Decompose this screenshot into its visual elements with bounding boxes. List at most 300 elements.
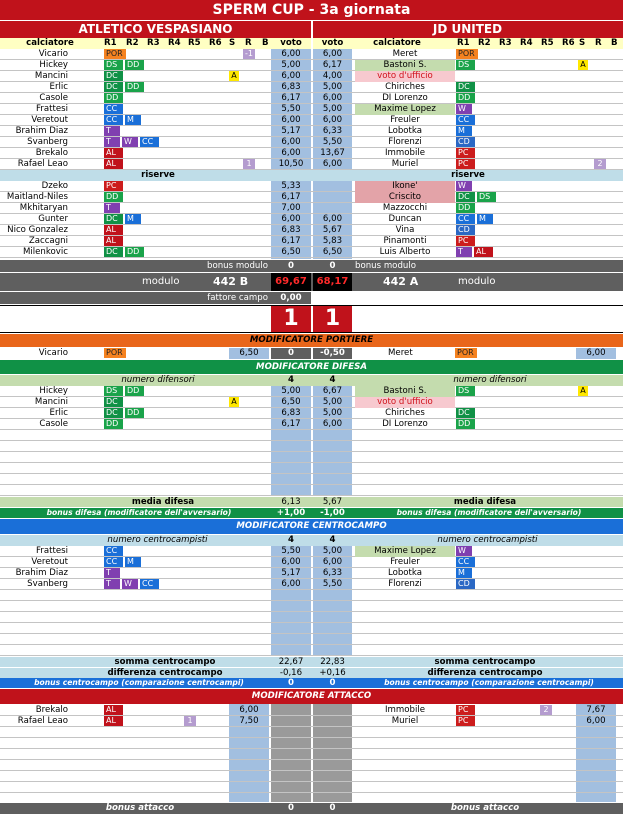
- difesa-count-row: numero difensori 4 4 numero difensori: [0, 375, 623, 386]
- role-tag-pc: PC: [456, 716, 475, 726]
- reserves-header: riserve riserve: [0, 170, 623, 181]
- player-row-away[interactable]: [313, 716, 623, 727]
- player-row-home[interactable]: [0, 419, 311, 430]
- final-vote: 6,00: [281, 71, 301, 81]
- vote-value: 6,83: [281, 408, 301, 418]
- player-name: Brahim Diaz: [15, 126, 68, 136]
- player-name: Frattesi: [35, 546, 68, 556]
- role-tag-w: W: [122, 137, 138, 147]
- player-row-away[interactable]: [313, 546, 623, 557]
- player-row-home[interactable]: [0, 126, 311, 137]
- role-tag-dc: DC: [104, 214, 123, 224]
- row-divider: [0, 440, 623, 441]
- col-r1-header: R1: [457, 38, 470, 48]
- vote-value: [313, 192, 352, 203]
- player-name: Svanberg: [27, 137, 68, 147]
- player-name: Vicario: [38, 49, 68, 59]
- role-tag-cc: CC: [140, 579, 159, 589]
- vote-value: 6,17: [281, 192, 301, 202]
- final-vote: 5,00: [322, 82, 343, 92]
- player-row-away[interactable]: [313, 71, 623, 82]
- player-row-home[interactable]: [0, 60, 311, 71]
- col-r5-header: R5: [541, 38, 554, 48]
- bonus-centro-row: bonus centrocampo (comparazione centrocampi) 0 0 bonus centrocampo (comparazione centrocampi): [0, 678, 623, 688]
- player-row-home[interactable]: [0, 137, 311, 148]
- player-name: Meret: [392, 49, 418, 59]
- col-r-header: R: [595, 38, 602, 48]
- role-tag-dd: DD: [104, 419, 123, 429]
- player-name: Freuler: [390, 115, 420, 125]
- role-tag-dc: DC: [104, 71, 123, 81]
- player-name: Hickey: [39, 386, 68, 396]
- vote-value: 6,00: [281, 214, 301, 224]
- player-row-away[interactable]: [313, 225, 623, 236]
- vote-value: 6,33: [322, 568, 343, 578]
- player-name: Ikone': [355, 181, 455, 192]
- title-bar: [0, 0, 623, 20]
- vote-value: 6,67: [322, 386, 343, 396]
- centro-count-row: numero centrocampisti 4 4 numero centrocampisti: [0, 535, 623, 546]
- row-divider: [0, 611, 623, 612]
- role-tag-t: T: [104, 137, 120, 147]
- col-r3-header: R3: [147, 38, 160, 48]
- final-vote: 6,00: [322, 115, 343, 125]
- player-name: DI Lorenzo: [382, 419, 428, 429]
- player-name: Veretout: [31, 557, 68, 567]
- role-tag-ds: DS: [477, 192, 496, 202]
- fattore-campo-row: fattore campo 0,00: [0, 292, 311, 304]
- player-row-home[interactable]: [0, 93, 311, 104]
- player-row-home[interactable]: [0, 181, 311, 192]
- player-name: Mkhitaryan: [19, 203, 68, 213]
- player-row-home[interactable]: [0, 225, 311, 236]
- role-tag-cd: CD: [456, 579, 475, 589]
- player-name: DI Lorenzo: [382, 93, 428, 103]
- role-tag-dd: DD: [456, 93, 475, 103]
- player-row-away[interactable]: [313, 579, 623, 590]
- vote-value: 5,33: [281, 181, 301, 191]
- player-row-home[interactable]: [0, 546, 311, 557]
- col-vote-header-home: voto: [280, 38, 302, 48]
- role-tag-al: AL: [104, 716, 123, 726]
- player-name: Bastoni S.: [355, 386, 455, 397]
- role-tag-al: AL: [104, 705, 123, 715]
- role-tag-por: POR: [456, 49, 478, 59]
- row-divider: [0, 759, 623, 760]
- player-row-home[interactable]: [0, 397, 311, 408]
- player-name: voto d'ufficio: [355, 397, 455, 408]
- player-row-home[interactable]: [0, 49, 311, 60]
- role-tag-cc: CC: [104, 546, 123, 556]
- player-row-away[interactable]: [313, 236, 623, 247]
- role-tag-t: T: [104, 126, 120, 136]
- role-tag-m: M: [125, 214, 141, 224]
- role-tag-dd: DD: [104, 93, 123, 103]
- role-tag-cc: CC: [140, 137, 159, 147]
- vote-value: 5,00: [281, 386, 301, 396]
- player-name: Maitland-Niles: [6, 192, 68, 202]
- player-row-away[interactable]: [313, 203, 623, 214]
- home-total: 69,67: [271, 273, 311, 291]
- role-tag-pc: PC: [456, 705, 475, 715]
- player-row-home[interactable]: [0, 214, 311, 225]
- section-attacco: MODIFICATORE ATTACCO: [0, 689, 623, 704]
- player-name: Lobotka: [387, 568, 423, 578]
- final-vote: 6,00: [281, 49, 301, 59]
- role-tag-pc: PC: [104, 181, 123, 191]
- player-name: Immobile: [384, 148, 426, 158]
- player-name: Mancini: [34, 397, 68, 407]
- col-r3-header: R3: [499, 38, 512, 48]
- home-team-name: ATLETICO VESPASIANO: [78, 22, 233, 36]
- row-divider: [0, 473, 623, 474]
- col-r4-header: R4: [520, 38, 533, 48]
- player-name: Mazzocchi: [382, 203, 428, 213]
- player-name: Maxime Lopez: [355, 104, 455, 115]
- col-r5-header: R5: [188, 38, 201, 48]
- row-divider: [0, 655, 623, 656]
- role-tag-t: T: [456, 247, 472, 257]
- role-tag-cc: CC: [456, 115, 475, 125]
- player-row-home[interactable]: [0, 203, 311, 214]
- bonus-modulo-row: bonus modulo 0 0 bonus modulo: [0, 260, 623, 272]
- yellow-card-badge: A: [229, 71, 239, 81]
- row-divider: [0, 781, 623, 782]
- role-tag-dd: DD: [456, 203, 475, 213]
- role-tag-t: T: [104, 579, 120, 589]
- bonus-difesa-row: bonus difesa (modificatore dell'avversario) +1,00 -1,00 bonus difesa (modificatore dell'avversario): [0, 508, 623, 518]
- player-row-away[interactable]: [313, 126, 623, 137]
- col-b-header: B: [262, 38, 269, 48]
- player-row-away[interactable]: [313, 159, 623, 170]
- final-vote: 5,00: [281, 60, 301, 70]
- player-name: Erlic: [49, 408, 68, 418]
- role-tag-ds: DS: [104, 60, 123, 70]
- col-r6-header: R6: [209, 38, 222, 48]
- media-difesa-row: media difesa 6,13 5,67 media difesa: [0, 497, 623, 507]
- row-divider: [0, 600, 623, 601]
- player-name: Bastoni S.: [355, 60, 455, 71]
- role-tag-pc: PC: [456, 236, 475, 246]
- role-tag-al: AL: [104, 148, 123, 158]
- player-row-home[interactable]: [0, 71, 311, 82]
- player-name: Maxime Lopez: [355, 546, 455, 557]
- row-divider: [0, 737, 623, 738]
- player-name: Casole: [39, 93, 68, 103]
- player-row-away[interactable]: [313, 49, 623, 60]
- player-row-away[interactable]: [313, 148, 623, 159]
- vote-value: [313, 181, 352, 192]
- vote-value: 6,00: [322, 214, 343, 224]
- final-vote: 6,00: [281, 148, 301, 158]
- player-name: Brekalo: [35, 148, 68, 158]
- vote-value: 6,17: [281, 419, 301, 429]
- player-name: Nico Gonzalez: [7, 225, 68, 235]
- player-name: Gunter: [38, 214, 68, 224]
- role-tag-t: T: [104, 568, 120, 578]
- bonus-badge: 2: [540, 705, 552, 715]
- col-b-header: B: [611, 38, 618, 48]
- player-row-away[interactable]: [313, 60, 623, 71]
- vote-value: 5,00: [322, 408, 343, 418]
- player-row-away[interactable]: [313, 397, 623, 408]
- role-tag-m: M: [125, 557, 141, 567]
- role-tag-al: AL: [474, 247, 493, 257]
- vote-value: 6,00: [281, 579, 301, 589]
- role-tag-al: AL: [104, 225, 123, 235]
- row-divider: [0, 495, 623, 496]
- row-divider: [0, 451, 623, 452]
- section-portiere: MODIFICATORE PORTIERE: [0, 334, 623, 347]
- player-name: Svanberg: [27, 579, 68, 589]
- player-row-away[interactable]: [313, 192, 623, 203]
- player-name: Hickey: [39, 60, 68, 70]
- vote-value: 5,50: [322, 579, 343, 589]
- final-vote: 6,00: [281, 115, 301, 125]
- home-score: 1: [271, 306, 311, 332]
- final-vote: 6,00: [322, 49, 343, 59]
- away-total: 68,17: [313, 273, 352, 291]
- col-r1-header: R1: [104, 38, 117, 48]
- vote-value: 5,00: [322, 546, 343, 556]
- player-name: Chiriches: [385, 408, 425, 418]
- player-row-away[interactable]: [313, 104, 623, 115]
- role-tag-por: POR: [104, 49, 126, 59]
- score-row: [0, 305, 623, 333]
- role-tag-ds: DS: [456, 386, 475, 396]
- player-row-away[interactable]: [313, 386, 623, 397]
- final-vote: 6,00: [322, 159, 343, 169]
- final-vote: 5,17: [281, 126, 301, 136]
- player-row-home[interactable]: [0, 82, 311, 93]
- role-tag-ds: DS: [104, 386, 123, 396]
- player-name: Veretout: [31, 115, 68, 125]
- final-vote: 4,00: [322, 71, 343, 81]
- player-name: Muriel: [391, 159, 419, 169]
- final-vote: 6,33: [322, 126, 343, 136]
- col-r4-header: R4: [168, 38, 181, 48]
- role-tag-pc: PC: [456, 148, 475, 158]
- portiere-row: Vicario POR 6,50 0 -0,50 Meret POR 6,00: [0, 348, 623, 360]
- yellow-card-badge: A: [229, 397, 239, 407]
- modulo-row: modulo 442 B 69,67 68,17 442 A modulo: [0, 273, 623, 291]
- player-row-home[interactable]: [0, 568, 311, 579]
- role-tag-m: M: [456, 126, 472, 136]
- player-row-home[interactable]: [0, 159, 311, 170]
- teams-bar: [0, 21, 623, 38]
- final-vote: 6,00: [281, 137, 301, 147]
- vote-value: 5,83: [322, 236, 343, 246]
- player-name: Immobile: [384, 705, 426, 715]
- player-name: Vina: [395, 225, 415, 235]
- role-tag-dc: DC: [456, 192, 475, 202]
- vote-value: 6,83: [281, 225, 301, 235]
- role-tag-al: AL: [104, 236, 123, 246]
- yellow-card-badge: A: [578, 60, 588, 70]
- final-vote: 5,50: [322, 137, 343, 147]
- player-name: Pinamonti: [383, 236, 427, 246]
- vote-value: 7,67: [586, 705, 606, 715]
- role-tag-dd: DD: [456, 419, 475, 429]
- final-vote: 10,50: [278, 159, 304, 169]
- vote-value: 5,67: [322, 225, 343, 235]
- player-name: Casole: [39, 419, 68, 429]
- col-r2-header: R2: [478, 38, 491, 48]
- vote-value: 6,50: [322, 247, 343, 257]
- player-row-home[interactable]: [0, 557, 311, 568]
- role-tag-m: M: [125, 115, 141, 125]
- player-row-home[interactable]: [0, 716, 311, 727]
- role-tag-dd: DD: [125, 82, 144, 92]
- player-row-home[interactable]: [0, 579, 311, 590]
- row-divider: [0, 633, 623, 634]
- player-row-away[interactable]: [313, 82, 623, 93]
- away-team-name: JD UNITED: [432, 22, 503, 36]
- player-name: Duncan: [388, 214, 422, 224]
- player-name: Dzeko: [41, 181, 68, 191]
- away-score: 1: [313, 306, 352, 332]
- vote-value: 5,17: [281, 568, 301, 578]
- player-name: Lobotka: [387, 126, 423, 136]
- role-tag-cc: CC: [456, 557, 475, 567]
- row-divider: [0, 462, 623, 463]
- role-tag-m: M: [456, 568, 472, 578]
- final-vote: 13,67: [320, 148, 345, 158]
- role-tag-w: W: [456, 181, 472, 191]
- role-tag-w: W: [456, 546, 472, 556]
- player-name: Brahim Diaz: [15, 568, 68, 578]
- player-row-away[interactable]: [313, 419, 623, 430]
- player-row-away[interactable]: [313, 137, 623, 148]
- player-row-away[interactable]: [313, 408, 623, 419]
- row-divider: [0, 792, 623, 793]
- player-row-away[interactable]: [313, 557, 623, 568]
- vote-value: 6,00: [281, 557, 301, 567]
- col-r-header: R: [245, 38, 252, 48]
- player-row-away[interactable]: [313, 115, 623, 126]
- role-tag-w: W: [122, 579, 138, 589]
- player-name: Milenkovic: [22, 247, 68, 257]
- player-name: Erlic: [49, 82, 68, 92]
- role-tag-cc: CC: [104, 557, 123, 567]
- vote-value: 6,50: [281, 397, 301, 407]
- player-name: Chiriches: [385, 82, 425, 92]
- role-tag-dc: DC: [456, 82, 475, 92]
- vote-value: 6,00: [322, 419, 343, 429]
- row-divider: [0, 484, 623, 485]
- player-name: Florenzi: [388, 137, 422, 147]
- column-headers: [0, 38, 623, 49]
- vote-value: 6,17: [281, 236, 301, 246]
- col-s-header: S: [579, 38, 586, 48]
- player-row-home[interactable]: [0, 247, 311, 258]
- player-row-home[interactable]: [0, 386, 311, 397]
- bonus-badge: 2: [594, 159, 606, 169]
- col-player-header: calciatore: [373, 38, 421, 48]
- player-row-home[interactable]: [0, 115, 311, 126]
- final-vote: 6,17: [281, 93, 301, 103]
- player-row-home[interactable]: [0, 236, 311, 247]
- col-vote-header-away: voto: [321, 38, 344, 48]
- player-name: Criscito: [355, 192, 455, 203]
- bonus-badge: 1: [243, 159, 255, 169]
- role-tag-dd: DD: [104, 192, 123, 202]
- player-row-home[interactable]: [0, 408, 311, 419]
- player-name: Frattesi: [35, 104, 68, 114]
- yellow-card-badge: A: [578, 386, 588, 396]
- player-name: Florenzi: [388, 579, 422, 589]
- player-row-away[interactable]: [313, 705, 623, 716]
- player-row-away[interactable]: [313, 93, 623, 104]
- col-player-header: calciatore: [26, 38, 74, 48]
- player-row-away[interactable]: [313, 214, 623, 225]
- row-divider: [0, 644, 623, 645]
- role-tag-dd: DD: [125, 386, 144, 396]
- role-tag-cc: CC: [104, 104, 123, 114]
- role-tag-dc: DC: [104, 397, 123, 407]
- row-divider: [0, 622, 623, 623]
- role-tag-ds: DS: [456, 60, 475, 70]
- bonus-badge: 1: [184, 716, 196, 726]
- player-row-home[interactable]: [0, 192, 311, 203]
- page-title: SPERM CUP - 3a giornata: [212, 2, 411, 18]
- col-r6-header: R6: [562, 38, 575, 48]
- player-name: Rafael Leao: [17, 159, 68, 169]
- role-tag-pc: PC: [456, 159, 475, 169]
- player-row-away[interactable]: [313, 247, 623, 258]
- player-name: voto d'ufficio: [355, 71, 455, 82]
- player-name: Brekalo: [35, 705, 68, 715]
- differenza-row: differenza centrocampo -0,16 +0,16 differenza centrocampo: [0, 668, 623, 678]
- final-vote: 6,00: [322, 93, 343, 103]
- final-vote: 6,17: [322, 60, 343, 70]
- bonus-attacco-row: bonus attacco 0 0 bonus attacco: [0, 803, 623, 814]
- vote-value: 6,00: [322, 557, 343, 567]
- player-row-away[interactable]: [313, 568, 623, 579]
- player-name: Luis Alberto: [379, 247, 431, 257]
- col-s-header: S: [229, 38, 236, 48]
- role-tag-dd: DD: [125, 60, 144, 70]
- player-name: Freuler: [390, 557, 420, 567]
- role-tag-dc: DC: [104, 82, 123, 92]
- section-centrocampo: MODIFICATORE CENTROCAMPO: [0, 519, 623, 534]
- player-row-away[interactable]: [313, 181, 623, 192]
- role-tag-cd: CD: [456, 137, 475, 147]
- final-vote: 6,83: [281, 82, 301, 92]
- player-name: Mancini: [34, 71, 68, 81]
- vote-value: 5,50: [281, 546, 301, 556]
- vote-value: 5,00: [322, 397, 343, 407]
- bonus-badge: -1: [243, 49, 255, 59]
- role-tag-dd: DD: [125, 408, 144, 418]
- player-name: Rafael Leao: [17, 716, 68, 726]
- row-divider: [0, 770, 623, 771]
- somma-row: somma centrocampo 22,67 22,83 somma centrocampo: [0, 657, 623, 667]
- role-tag-dc: DC: [104, 247, 123, 257]
- vote-value: 6,00: [586, 716, 606, 726]
- vote-value: [313, 203, 352, 214]
- player-row-home[interactable]: [0, 705, 311, 716]
- row-divider: [0, 748, 623, 749]
- player-row-home[interactable]: [0, 148, 311, 159]
- role-tag-w: W: [456, 104, 472, 114]
- role-tag-dc: DC: [456, 408, 475, 418]
- player-row-home[interactable]: [0, 104, 311, 115]
- vote-value: 6,00: [239, 705, 259, 715]
- final-vote: 5,50: [281, 104, 301, 114]
- vote-value: 7,50: [239, 716, 259, 726]
- vote-value: 7,00: [281, 203, 301, 213]
